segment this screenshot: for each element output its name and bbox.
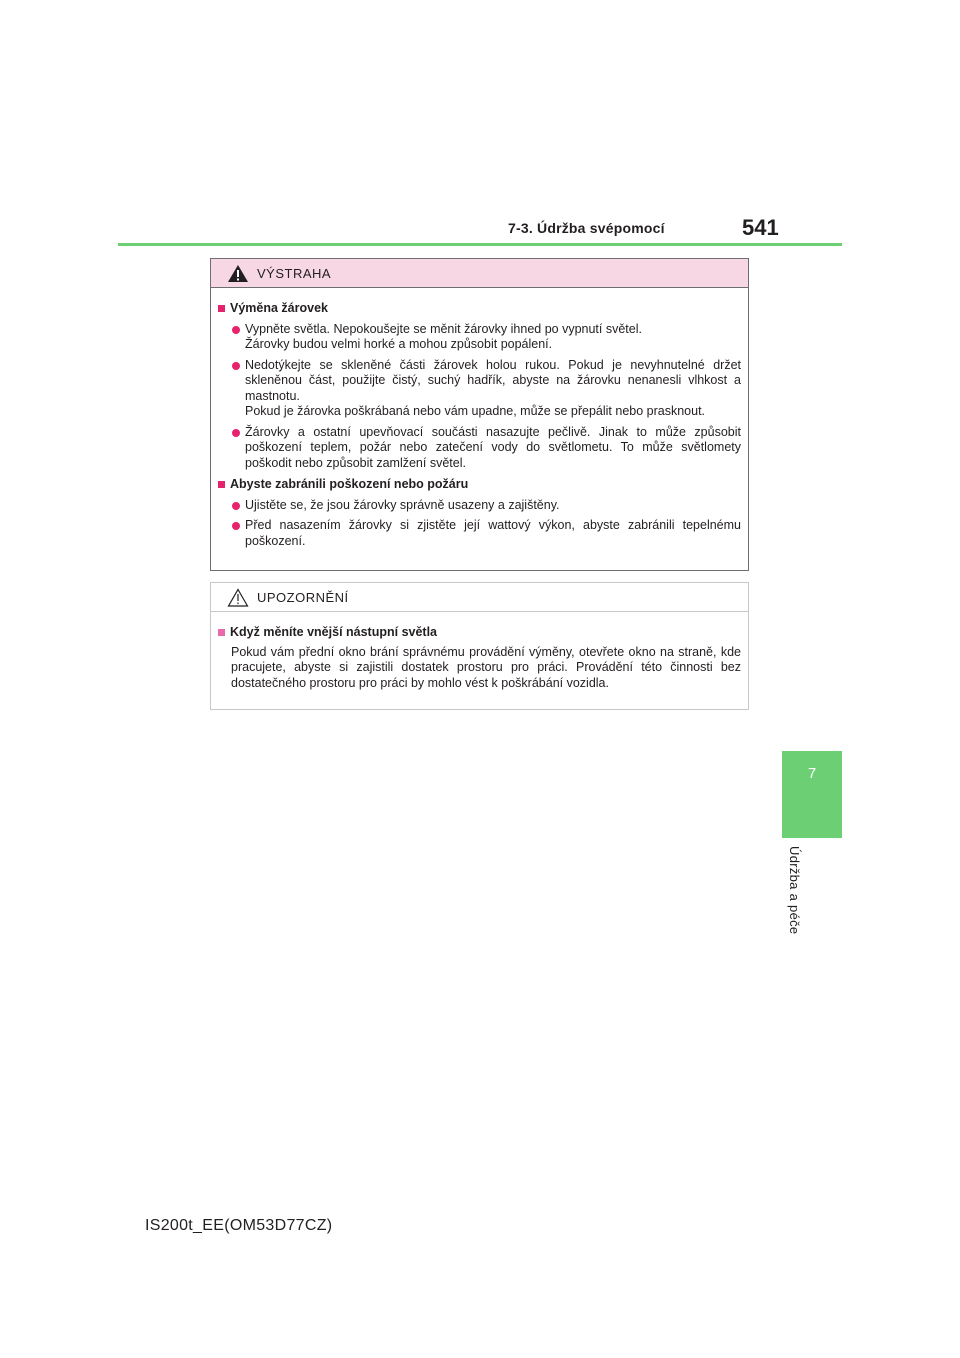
- warning-title: VÝSTRAHA: [257, 265, 332, 281]
- page-number: 541: [742, 215, 779, 240]
- chapter-tab: [782, 751, 842, 838]
- header-rule: [118, 243, 842, 246]
- round-bullet-icon: [232, 522, 240, 530]
- warning-header: [211, 259, 748, 288]
- notice-text: Pokud vám přední okno brání správnému provádění výměny, otevřete okno na straně, kde pracujete, abyste si zajistili dostatek prostoru pro práci. Provádění této činnosti bez dostatečného prostoru pro práci by mohlo vést k poškrábání vozidla.: [231, 644, 741, 690]
- round-bullet-icon: [232, 362, 240, 370]
- list-item: [232, 322, 741, 353]
- subhead-text: Abyste zabránili poškození nebo požáru: [230, 477, 469, 491]
- notice-box: [210, 582, 749, 710]
- warning-box: [210, 258, 749, 571]
- model-code: IS200t_EE(OM53D77CZ): [145, 1217, 333, 1234]
- bullet-text: Vypněte světla. Nepokoušejte se měnit žárovky ihned po vypnutí světel. Žárovky budou velmi horké a mohou způsobit popálení.: [245, 321, 642, 351]
- list-item: [232, 358, 741, 420]
- warning-triangle-filled-icon: [227, 264, 249, 283]
- chapter-label: Údržba a péče: [787, 846, 802, 935]
- notice-header: [211, 583, 748, 612]
- bullet-text: Ujistěte se, že jsou žárovky správně usazeny a zajištěny.: [245, 497, 560, 512]
- chapter-number: 7: [807, 765, 817, 782]
- bullet-text: Žárovky a ostatní upevňovací součásti nasazujte pečlivě. Jinak to může způsobit poškození teplem, požár nebo zatečení vody do světlometu. To může světlomety poškodit nebo způsobit zamlžení světel.: [245, 424, 741, 470]
- square-bullet-icon: [218, 305, 225, 312]
- round-bullet-icon: [232, 429, 240, 437]
- warning-subhead-bulb-replacement: [218, 301, 741, 317]
- notice-body: [211, 612, 748, 691]
- warning-subhead-damage-prevention: [218, 477, 741, 493]
- list-item: [232, 518, 741, 549]
- round-bullet-icon: [232, 502, 240, 510]
- list-item: [232, 498, 741, 514]
- list-item: [232, 425, 741, 472]
- bullet-text: Nedotýkejte se skleněné části žárovek holou rukou. Pokud je nevyhnutelné držet skleněnou část, použijte čistý, suchý hadřík, abyste na žárovku nenanesli vlhkost a mastnotu. Pokud je žárovka poškrábaná nebo vám upadne, může se přepálit nebo prasknout.: [245, 357, 741, 418]
- round-bullet-icon: [232, 326, 240, 334]
- square-bullet-icon: [218, 481, 225, 488]
- bullet-text: Před nasazením žárovky si zjistěte její wattový výkon, abyste zabránili tepelnému poškození.: [245, 518, 741, 548]
- notice-subhead: [218, 625, 741, 641]
- notice-title: UPOZORNĚNÍ: [257, 589, 349, 605]
- warning-triangle-outline-icon: [227, 588, 249, 607]
- subhead-text: Když měníte vnější nástupní světla: [230, 625, 438, 639]
- header-section-title: 7-3. Údržba svépomocí: [508, 220, 665, 236]
- warning-body: [211, 288, 748, 549]
- subhead-text: Výměna žárovek: [230, 301, 328, 315]
- square-bullet-icon: [218, 629, 225, 636]
